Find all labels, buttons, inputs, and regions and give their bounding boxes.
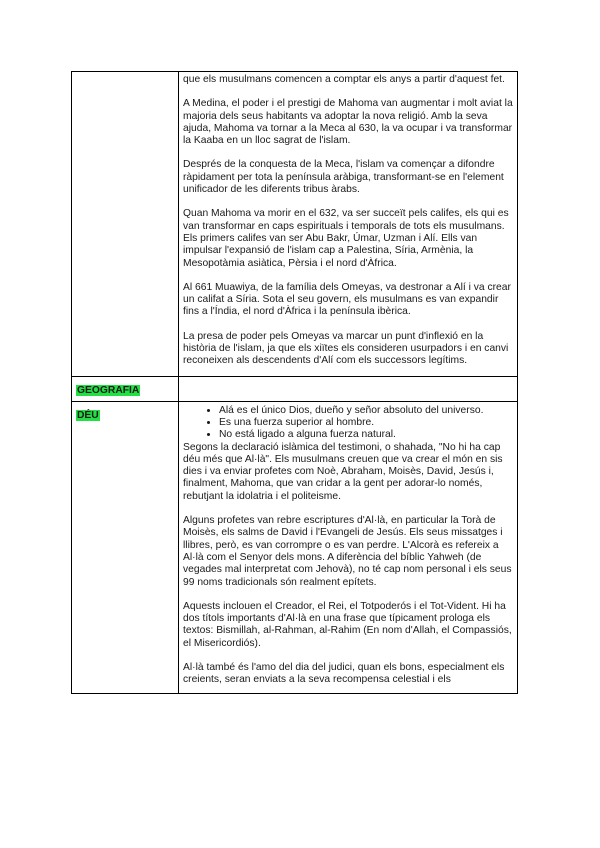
list-item: • Alá es el único Dios, dueño y señor absoluto del universo. <box>219 405 513 417</box>
deu-paragraph: Alguns profetes van rebre escriptures d'Al·là, en particular la Torà de Moisès, els salms de David i l'Evangeli de Jesús. Els seus missatges i llibres, però, es van corrompre o es van perdre. L'Alcorà es refereix a Al·là com el Senyor dels mons. A diferència del bíblic Yahweh (de vegades mal interpretat com Jehovà), no té cap nom personal i els seus 99 noms tradicionals són realment epítets. <box>183 515 512 588</box>
deu-row <box>72 401 518 693</box>
geografia-row <box>72 376 518 401</box>
list-item: • No está ligado a alguna fuerza natural. <box>219 429 513 441</box>
deu-bullet-list <box>183 405 513 442</box>
history-paragraph: que els musulmans comencen a comptar els anys a partir d'aquest fet. <box>183 74 505 85</box>
geografia-text-cell <box>179 376 518 401</box>
list-item: • Es una fuerza superior al hombre. <box>219 417 513 429</box>
deu-paragraph: Al·là també és l'amo del dia del judici, quan els bons, especialment els creients, seran enviats a la seva recompensa celestial i els <box>183 661 505 686</box>
deu-paragraph: Segons la declaració islàmica del testimoni, o shahada, "No hi ha cap déu més que Al·là". Els musulmans creuen que va crear el món en sis dies i va enviar profetes com Noè, Abraham, Moisès, David, Jesús i, finalment, Mahoma, que van cridar a la gent per adorar-lo només, rebutjant la idolatria i el politeisme. <box>183 441 503 502</box>
deu-paragraph: Aquests inclouen el Creador, el Rei, el Totpoderós i el Tot-Vident. Hi ha dos títols importants d'Al·là en una frase que típicament prologa els textos: Bismillah, al-Rahman, al-Rahim (En nom d'Allah, el Compassiós, el Misericordiós). <box>183 600 512 649</box>
deu-text-cell <box>179 401 518 693</box>
history-paragraph: La presa de poder pels Omeyas va marcar un punt d'inflexió en la història de l'islam, ja que els xiïtes els consideren usurpadors i en canvi reconeixen als descendents d'Alí com els successors legítims. <box>183 330 509 367</box>
content-table <box>71 71 518 694</box>
history-paragraph: Al 661 Muawiya, de la família dels Omeyas, va destronar a Alí i va crear un califat a Síria. Sota el seu govern, els musulmans es van expandir fins a l'Índia, el nord d'Àfrica i la península ibèrica. <box>183 281 511 318</box>
history-row <box>72 72 518 377</box>
history-paragraph: Després de la conquesta de la Meca, l'islam va començar a difondre ràpidament per tota la península aràbiga, transformant-se en l'element unificador de les diferents tribus àrabs. <box>183 159 504 196</box>
geografia-label-cell <box>72 376 179 401</box>
history-text-cell <box>179 72 518 377</box>
history-paragraph: A Medina, el poder i el prestigi de Mahoma van augmentar i molt aviat la majoria dels seus habitants va adoptar la nova religió. Amb la seva ajuda, Mahoma va tornar a la Meca al 630, la va ocupar i va transformar la Kaaba en un lloc sagrat de l'islam. <box>183 98 513 147</box>
history-label-cell <box>72 72 179 377</box>
geografia-label: GEOGRAFIA <box>77 384 140 396</box>
deu-label-cell <box>72 401 179 693</box>
history-paragraph: Quan Mahoma va morir en el 632, va ser succeït pels califes, els qui es van transformar en caps espirituals i temporals de tots els musulmans. Els primers califes van ser Abu Bakr, Úmar, Uzman i Alí. Ells van impulsar l'expansió de l'islam cap a Palestina, Síria, Armènia, la Mesopotàmia asiàtica, Pèrsia i el nord d'Àfrica. <box>183 208 509 269</box>
deu-label: DÉU <box>77 409 99 421</box>
